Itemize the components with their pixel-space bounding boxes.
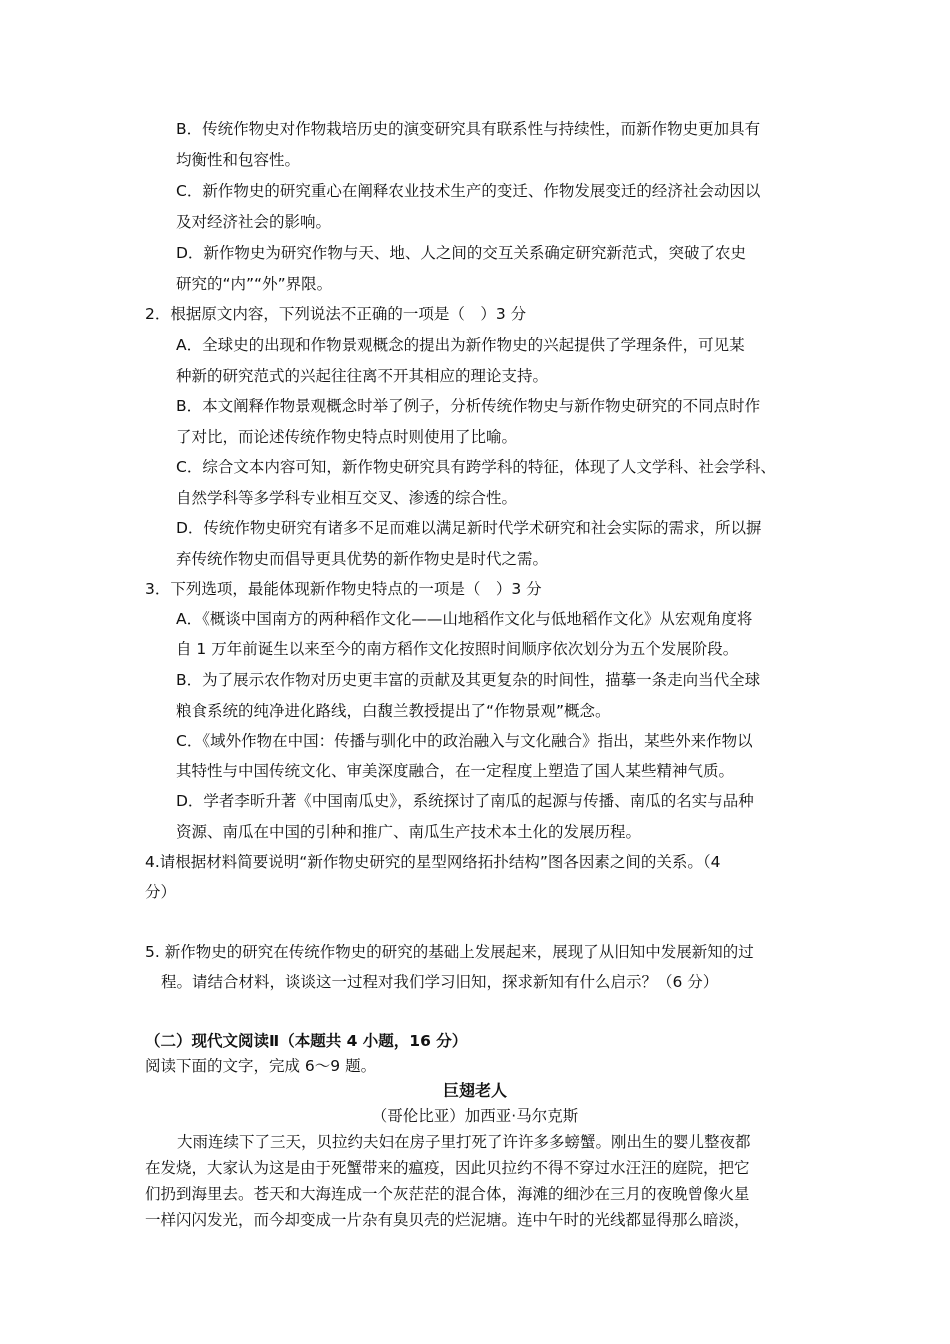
q2-option-b-line2: 了对比，而论述传统作物史特点时则使用了比喻。: [176, 428, 518, 446]
story-paragraph-line4: 一样闪闪发光，而今却变成一片杂有臭贝壳的烂泥塘。连中午时的光线都显得那么暗淡，: [145, 1211, 750, 1229]
q3-option-b-line1: B．为了展示农作物对历史更丰富的贡献及其更复杂的时间性，描摹一条走向当代全球: [176, 671, 761, 689]
q1-option-b-line2: 均衡性和包容性。: [176, 151, 301, 169]
q5-line2: 程。请结合材料，谈谈这一过程对我们学习旧知，探求新知有什么启示？（6 分）: [161, 973, 719, 991]
q2-option-a-line1: A．全球史的出现和作物景观概念的提出为新作物史的兴起提供了学理条件，可见某: [176, 336, 745, 354]
story-paragraph-line3: 们扔到海里去。苍天和大海连成一个灰茫茫的混合体，海滩的细沙在三月的夜晚曾像火星: [145, 1185, 750, 1203]
q3-option-c-line2: 其特性与中国传统文化、审美深度融合，在一定程度上塑造了国人某些精神气质。: [176, 762, 735, 780]
story-author: （哥伦比亚）加西亚·马尔克斯: [371, 1107, 579, 1125]
story-paragraph-line1: 大雨连续下了三天，贝拉约夫妇在房子里打死了许许多多螃蟹。刚出生的婴儿整夜都: [177, 1133, 751, 1151]
q2-option-a-line2: 种新的研究范式的兴起往往离不开其相应的理论支持。: [176, 367, 549, 385]
q4-line2: 分）: [145, 883, 177, 901]
story-paragraph-line2: 在发烧，大家认为这是由于死蟹带来的瘟疫，因此贝拉约不得不穿过水汪汪的庭院，把它: [145, 1159, 750, 1177]
section-instruction: 阅读下面的文字，完成 6～9 题。: [145, 1057, 377, 1075]
q2-option-d-line2: 弃传统作物史而倡导更具优势的新作物史是时代之需。: [176, 550, 549, 568]
q3-option-c-line1: C．《域外作物在中国：传播与驯化中的政治融入与文化融合》指出，某些外来作物以: [176, 732, 753, 750]
q1-option-c-line1: C．新作物史的研究重心在阐释农业技术生产的变迁、作物发展变迁的经济社会动因以: [176, 182, 761, 200]
q3-option-a-line1: A．《概谈中国南方的两种稻作文化——山地稻作文化与低地稻作文化》从宏观角度将: [176, 610, 753, 628]
q1-option-d-line2: 研究的“内”“外”界限。: [176, 275, 333, 293]
q2-stem: 2．根据原文内容，下列说法不正确的一项是（ ）3 分: [145, 305, 527, 323]
section-heading: （二）现代文阅读Ⅱ（本题共 4 小题，16 分）: [145, 1032, 468, 1050]
story-title: 巨翅老人: [442, 1081, 507, 1100]
q1-option-c-line2: 及对经济社会的影响。: [176, 213, 332, 231]
q4-line1: 4.请根据材料简要说明“新作物史研究的星型网络拓扑结构”图各因素之间的关系。（4: [145, 853, 721, 871]
q2-option-c-line1: C．综合文本内容可知，新作物史研究具有跨学科的特征，体现了人文学科、社会学科、: [176, 458, 776, 476]
q1-option-b-line1: B．传统作物史对作物栽培历史的演变研究具有联系性与持续性，而新作物史更加具有: [176, 120, 761, 138]
q2-option-d-line1: D．传统作物史研究有诸多不足而难以满足新时代学术研究和社会实际的需求，所以摒: [176, 519, 762, 537]
q5-line1: 5. 新作物史的研究在传统作物史的研究的基础上发展起来，展现了从旧知中发展新知的过: [145, 943, 754, 961]
q3-option-d-line1: D．学者李昕升著《中国南瓜史》，系统探讨了南瓜的起源与传播、南瓜的名实与品种: [176, 792, 754, 810]
q1-option-d-line1: D．新作物史为研究作物与天、地、人之间的交互关系确定研究新范式，突破了农史: [176, 244, 746, 262]
q3-option-d-line2: 资源、南瓜在中国的引种和推广、南瓜生产技术本土化的发展历程。: [176, 823, 642, 841]
q3-stem: 3．下列选项，最能体现新作物史特点的一项是（ ）3 分: [145, 580, 542, 598]
q3-option-a-line2: 自 1 万年前诞生以来至今的南方稻作文化按照时间顺序依次划分为五个发展阶段。: [176, 640, 739, 658]
q2-option-b-line1: B．本文阐释作物景观概念时举了例子，分析传统作物史与新作物史研究的不同点时作: [176, 397, 761, 415]
q3-option-b-line2: 粮食系统的纯净进化路线，白馥兰教授提出了“作物景观”概念。: [176, 702, 611, 720]
q2-option-c-line2: 自然学科等多学科专业相互交叉、渗透的综合性。: [176, 489, 518, 507]
